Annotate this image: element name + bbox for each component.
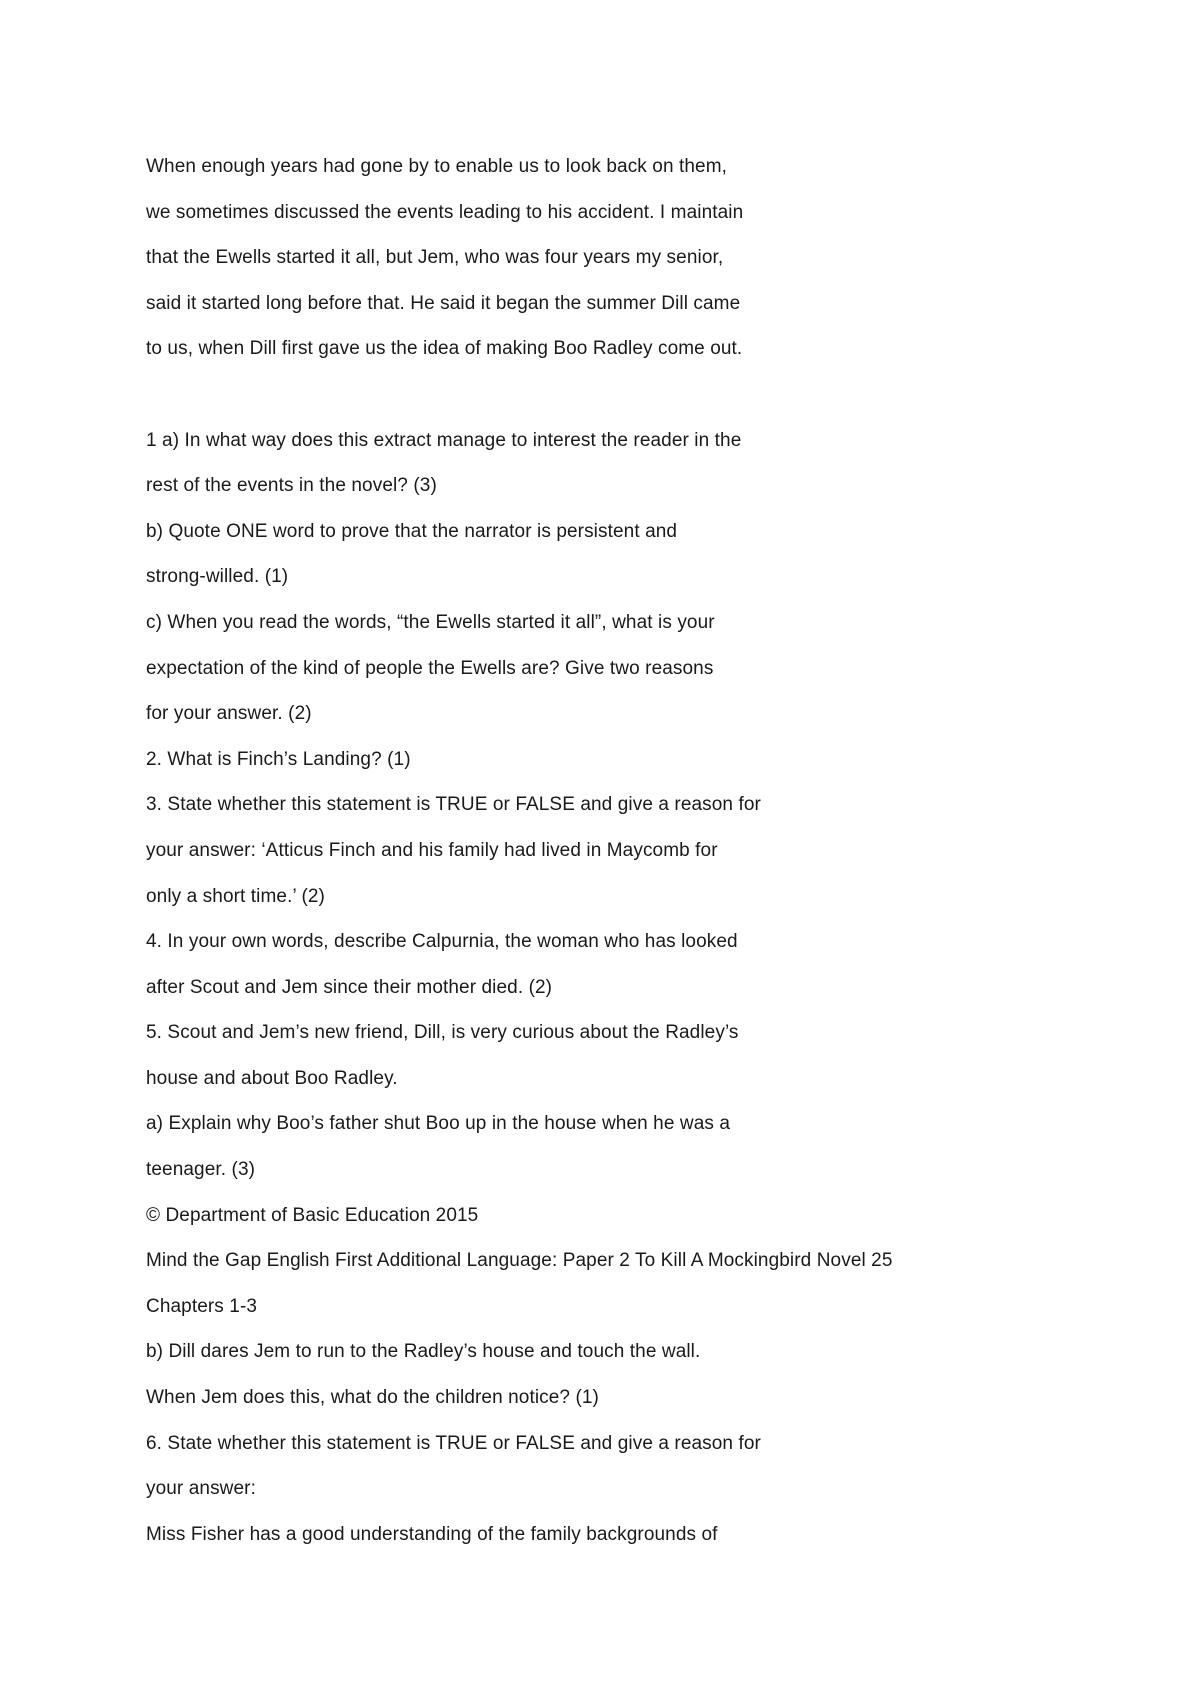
question-line: 1 a) In what way does this extract manage to interest the reader in the: [146, 429, 742, 451]
question-line: house and about Boo Radley.: [146, 1067, 398, 1089]
extract-line: we sometimes discussed the events leading to his accident. I maintain: [146, 201, 744, 223]
running-header: Mind the Gap English First Additional Language: Paper 2 To Kill A Mockingbird Novel 25: [146, 1250, 893, 1272]
extract-line: that the Ewells started it all, but Jem, who was four years my senior,: [146, 247, 724, 269]
question-line: 6. State whether this statement is TRUE or FALSE and give a reason for: [146, 1432, 761, 1454]
question-line: c) When you read the words, “the Ewells started it all”, what is your: [146, 611, 715, 633]
question-line: a) Explain why Boo’s father shut Boo up in the house when he was a: [146, 1113, 731, 1135]
chapter-label: Chapters 1-3: [146, 1295, 258, 1317]
question-line: Miss Fisher has a good understanding of the family backgrounds of: [146, 1523, 718, 1545]
question-line: your answer:: [146, 1478, 256, 1500]
question-line: after Scout and Jem since their mother died. (2): [146, 976, 553, 998]
question-line: 3. State whether this statement is TRUE or FALSE and give a reason for: [146, 794, 761, 816]
question-line: rest of the events in the novel? (3): [146, 475, 437, 497]
question-line: 2. What is Finch’s Landing? (1): [146, 748, 411, 770]
question-line: 5. Scout and Jem’s new friend, Dill, is very curious about the Radley’s: [146, 1022, 739, 1044]
extract-line: said it started long before that. He said it began the summer Dill came: [146, 292, 741, 314]
question-line: When Jem does this, what do the children notice? (1): [146, 1387, 599, 1409]
extract-line: When enough years had gone by to enable us to look back on them,: [146, 156, 728, 177]
copyright-notice: © Department of Basic Education 2015: [146, 1204, 479, 1226]
extract-line: to us, when Dill first gave us the idea of making Boo Radley come out.: [146, 338, 743, 360]
paragraph-spacer: [146, 372, 1156, 418]
question-line: for your answer. (2): [146, 703, 312, 725]
document-body: [146, 144, 1156, 1557]
question-line: strong-willed. (1): [146, 566, 289, 588]
question-line: only a short time.’ (2): [146, 885, 325, 907]
question-line: b) Dill dares Jem to run to the Radley’s house and touch the wall.: [146, 1341, 701, 1363]
question-line: expectation of the kind of people the Ewells are? Give two reasons: [146, 657, 714, 679]
questions-section: [146, 418, 1156, 1558]
question-line: teenager. (3): [146, 1159, 256, 1181]
question-line: your answer: ‘Atticus Finch and his family had lived in Maycomb for: [146, 839, 718, 861]
question-line: 4. In your own words, describe Calpurnia, the woman who has looked: [146, 931, 738, 953]
extract-passage: [146, 144, 1156, 372]
question-line: b) Quote ONE word to prove that the narrator is persistent and: [146, 520, 678, 542]
